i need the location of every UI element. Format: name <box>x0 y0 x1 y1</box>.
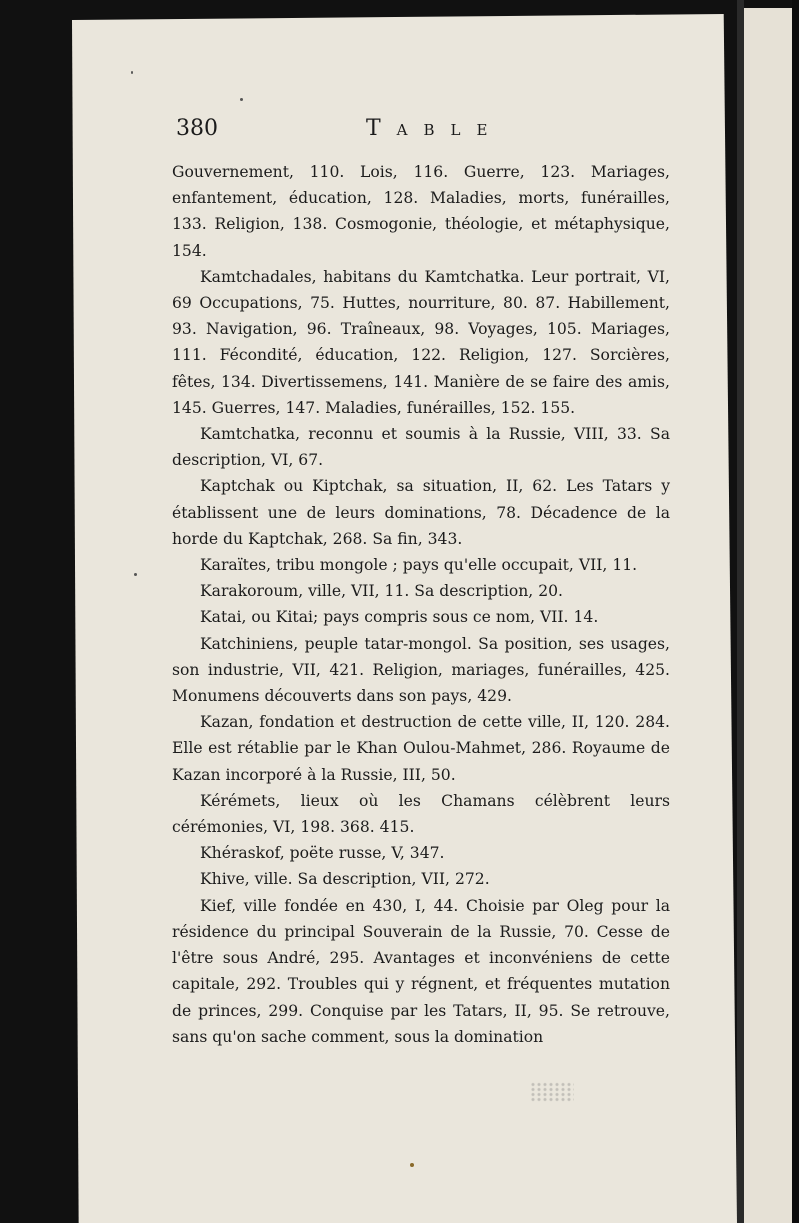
index-entry: Gouvernement, 110. Lois, 116. Guerre, 123. Mariages, enfantement, éducation, 128. Maladies, morts, funérailles, 133. Religion, 138. Cosmogonie, théologie, et métaphysique, 154. <box>172 163 670 260</box>
index-entry: Kamtchadales, habitans du Kamtchatka. Leur portrait, VI, 69 Occupations, 75. Huttes, nourriture, 80. 87. Habillement, 93. Navigation, 96. Traîneaux, 98. Voyages, 105. Mariages, 111. Fécondité, éducation, 122. Religion, 127. Sorcières, fêtes, 134. Divertissemens, 141. Manière de se faire des amis, 145. Guerres, 147. Maladies, funérailles, 152. 155. <box>172 267 670 417</box>
index-entry: Kief, ville fondée en 430, I, 44. Choisie par Oleg pour la résidence du principal Souverain de la Russie, 70. Cesse de l'être sous André, 295. Avantages et inconvéniens de cette capitale, 292. Troubles qui y régnent, et fréquentes mutation de princes, 299. Conquise par les Tatars, II, 95. Se retrouve, sans qu'on sache comment, sous la domination <box>172 896 670 1046</box>
scan-border <box>792 0 799 1223</box>
paper-speck <box>134 573 137 576</box>
index-entry: Kaptchak ou Kiptchak, sa situation, II, 62. Les Tatars y établissent une de leurs dominations, 78. Décadence de la horde du Kaptchak, 268. Sa fin, 343. <box>172 477 670 548</box>
index-entry: Katai, ou Kitai; pays compris sous ce nom, VII. 14. <box>200 608 599 627</box>
paper-speck <box>131 71 133 74</box>
page-gutter <box>737 0 744 1223</box>
index-text <box>172 159 670 1050</box>
index-entry: Kazan, fondation et destruction de cette ville, II, 120. 284. Elle est rétablie par le Khan Oulou-Mahmet, 286. Royaume de Kazan incorporé à la Russie, III, 50. <box>172 713 670 784</box>
index-entry: Kérémets, lieux où les Chamans célèbrent leurs cérémonies, VI, 198. 368. 415. <box>172 791 670 837</box>
page-number: 380 <box>176 116 218 141</box>
index-entry: Karaïtes, tribu mongole ; pays qu'elle occupait, VII, 11. <box>200 556 638 575</box>
facing-page-edge <box>744 8 792 1223</box>
paper-speck <box>410 1163 414 1167</box>
index-entry: Khéraskof, poëte russe, V, 347. <box>200 844 445 863</box>
paper-smudge <box>530 1082 574 1102</box>
index-entry: Kamtchatka, reconnu et soumis à la Russie, VIII, 33. Sa description, VI, 67. <box>172 425 670 470</box>
running-title: Table <box>366 116 504 141</box>
index-entry: Khive, ville. Sa description, VII, 272. <box>200 870 490 889</box>
paper-speck <box>240 98 243 101</box>
index-entry: Karakoroum, ville, VII, 11. Sa description, 20. <box>200 582 563 601</box>
index-entry: Katchiniens, peuple tatar-mongol. Sa position, ses usages, son industrie, VII, 421. Religion, mariages, funérailles, 425. Monumens découverts dans son pays, 429. <box>172 634 670 706</box>
running-header <box>176 116 668 146</box>
